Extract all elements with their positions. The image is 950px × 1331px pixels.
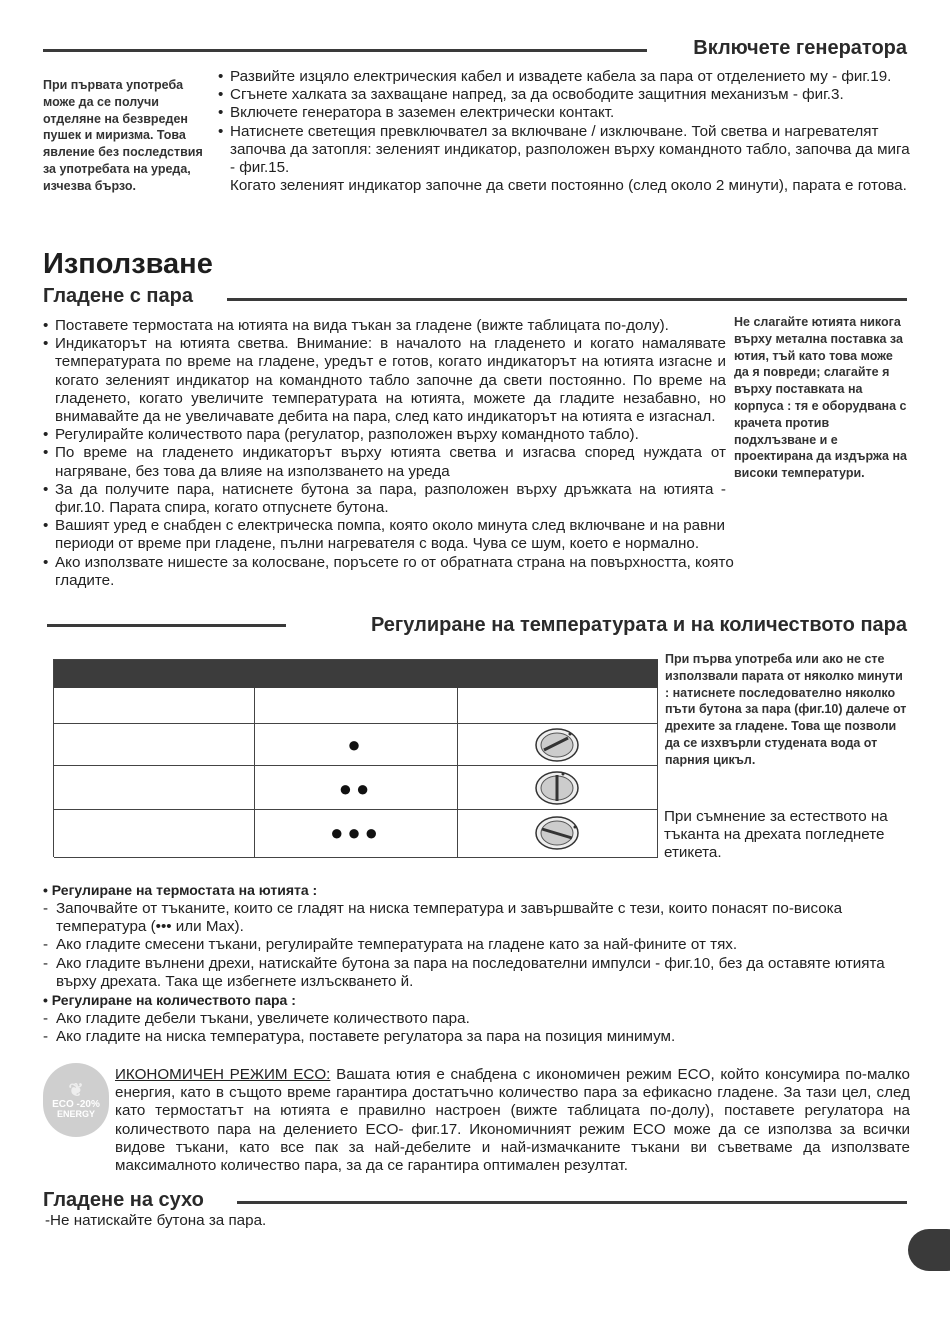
table-cell bbox=[458, 688, 658, 724]
section4-text: -Не натискайте бутона за пара. bbox=[45, 1212, 267, 1229]
list-item-extra: Когато зеленият индикатор започне да свети постоянно (след около 2 минути), парата е готова. bbox=[230, 177, 907, 195]
table-cell bbox=[255, 688, 458, 724]
table-header bbox=[54, 660, 658, 688]
eco-badge-icon bbox=[43, 1063, 109, 1137]
steam-list bbox=[43, 1010, 911, 1046]
table-cell bbox=[54, 688, 255, 724]
section1-side-note: При първата употреба може да се получи отделяне на безвреден пушек и миризма. Това явление без последствия за употребата на уреда, изчезва бързо. bbox=[43, 78, 203, 193]
list-item: • Развийте изцяло електрическия кабел и извадете кабела за пара от отделението му - фиг.19. bbox=[218, 68, 910, 86]
list-item: • Регулирайте количеството пара (регулатор, разположен върху командното табло). bbox=[43, 426, 726, 444]
temperature-dots: ● bbox=[347, 732, 365, 757]
eco-badge-bottom: ENERGY bbox=[56, 1108, 95, 1119]
section4-title: Гладене на сухо bbox=[43, 1189, 204, 1211]
table-cell bbox=[54, 810, 255, 858]
section2-title: Гладене с пара bbox=[43, 285, 193, 307]
table-cell bbox=[458, 810, 658, 858]
section4-rule bbox=[237, 1201, 907, 1204]
temperature-dots: ●● bbox=[338, 776, 374, 801]
settings-table bbox=[53, 659, 658, 857]
list-item bbox=[218, 123, 910, 196]
thermostat-subheading: • Регулиране на термостата на ютията : bbox=[43, 882, 318, 898]
list-item-text: Натиснете светещия превключвател за включване / изключване. Той светва и нагревателят започва да затопля: зеленият индикатор, разположен върху командното табло, започва да мига - фиг.15. bbox=[230, 122, 910, 177]
table-cell bbox=[54, 724, 255, 766]
list-item: • Включете генератора в заземен електрически контакт. bbox=[218, 104, 910, 122]
list-item: - Ако гладите вълнени дрехи, натискайте бутона за пара на последователни импулси - фиг.10, без да оставяте ютията върху дрехата. Така ще избегнете излъскването й. bbox=[43, 955, 911, 991]
list-item: • Индикаторът на ютията светва. Внимание: в началото на гладенето и когато намалявате температурата по време на гладене, уредът е готов, когато индикаторът на ютията изгасне и когато зеленият индикатор на командното табло започне да свети постоянно. По време на гладенето, когато увеличите температурата на ютията, можете да гладите незабавно, но внимавайте да не увеличавате дебита на пара, след като индикаторът на ютията е изгаснал. bbox=[43, 335, 726, 426]
table-cell bbox=[255, 766, 458, 810]
fabric-label-note: При съмнение за естеството на тъканта на дрехата погледнете етикета. bbox=[664, 808, 888, 862]
eco-badge-top: ECO -20% bbox=[52, 1098, 100, 1110]
table-cell bbox=[458, 766, 658, 810]
section2-side-note: Не слагайте ютията никога върху метална поставка за ютия, тъй като това може да я повреди; слагайте я върху поставката на корпуса : тя е оборудвана с крачета против подхлъзване и е проектирана да издържа на високи температури. bbox=[734, 315, 907, 481]
list-item: • За да получите пара, натиснете бутона за пара, разположен върху дръжката на ютията - фиг.10. Парата спира, когато отпуснете бутона. bbox=[43, 481, 726, 517]
section1-rule bbox=[43, 49, 647, 52]
table-header-row bbox=[54, 688, 658, 724]
page-tab bbox=[908, 1229, 950, 1271]
list-item: - Започвайте от тъканите, които се гладят на ниска температура и завършвайте с тези, които понасят по-висока температура (••• или Max). bbox=[43, 900, 911, 936]
table-cell bbox=[458, 724, 658, 766]
list-item: • Сгънете халката за захващане напред, за да освободите защитния механизъм - фиг.3. bbox=[218, 86, 910, 104]
eco-text: Вашата ютия е снабдена с икономичен режим ECO, който консумира по-малко енергия, като в същото време гарантира достатъчно количество пара за ефикасно гладене. За тази цел, след като термостатът на ютията е правилно настроен (вижте таблицата по-долу), поставете регулатора на количеството пара на делението ECO- фиг.17. Икономичният режим ECO може да се използва за всички видове тъкани, като все пак за най-дебелите и най-измачканите тъкани ви съветваме да използвате максималното количество пара, за да се гарантира оптимален резултат. bbox=[115, 1066, 910, 1175]
list-item: - Ако гладите дебели тъкани, увеличете количеството пара. bbox=[43, 1010, 911, 1028]
list-item: • Поставете термостата на ютията на вида тъкан за гладене (вижте таблицата по-долу). bbox=[43, 317, 726, 335]
thermostat-dial-icon bbox=[534, 771, 580, 805]
section3-title: Регулиране на температурата и на количеството пара bbox=[370, 614, 907, 636]
table-cell bbox=[54, 766, 255, 810]
eco-paragraph bbox=[115, 1066, 910, 1175]
list-item: • Вашият уред е снабден с електрическа помпа, която около минута след включване и на равни периоди от време при гладене, пълни нагревателя с вода. Чува се шум, което е нормално. bbox=[43, 517, 778, 553]
eco-label: ИКОНОМИЧЕН РЕЖИМ ECO: bbox=[115, 1066, 331, 1083]
section2-rule bbox=[227, 298, 907, 301]
list-item: • По време на гладенето индикаторът върху ютията светва и изгасва според нуждата от нагряване, без това да влияе на използването на уреда bbox=[43, 444, 726, 480]
eco-badge-leaf-icon: ❦ bbox=[68, 1079, 84, 1100]
table-row bbox=[54, 766, 658, 810]
table-cell bbox=[255, 810, 458, 858]
table-row bbox=[54, 810, 658, 858]
table-cell bbox=[255, 724, 458, 766]
temperature-dots: ●●● bbox=[330, 820, 382, 845]
page-title: Използване bbox=[43, 248, 213, 280]
section3-side-note: При първа употреба или ако не сте използвали парата от няколко минути : натиснете последователно няколко пъти бутона за пара (фиг.10) далече от дрехите за гладене. Това ще позволи да се изхвърли студената вода от парния цикъл. bbox=[665, 652, 907, 767]
section1-title: Включете генератора bbox=[693, 37, 907, 59]
section3-rule bbox=[47, 624, 286, 627]
steam-subheading: • Регулиране на количеството пара : bbox=[43, 992, 296, 1008]
list-item: - Ако гладите на ниска температура, поставете регулатора за пара на позиция минимум. bbox=[43, 1028, 911, 1046]
list-item: • Ако използвате нишесте за колосване, поръсете го от обратната страна на повърхността, която гладите. bbox=[43, 554, 778, 590]
section2-bullets bbox=[43, 317, 734, 590]
table-row bbox=[54, 724, 658, 766]
section1-bullets bbox=[218, 68, 910, 195]
thermostat-list bbox=[43, 900, 911, 991]
thermostat-dial-icon bbox=[534, 728, 580, 762]
thermostat-dial-icon bbox=[534, 816, 580, 850]
list-item: - Ако гладите смесени тъкани, регулирайте температурата на гладене като за най-фините от тях. bbox=[43, 936, 911, 954]
